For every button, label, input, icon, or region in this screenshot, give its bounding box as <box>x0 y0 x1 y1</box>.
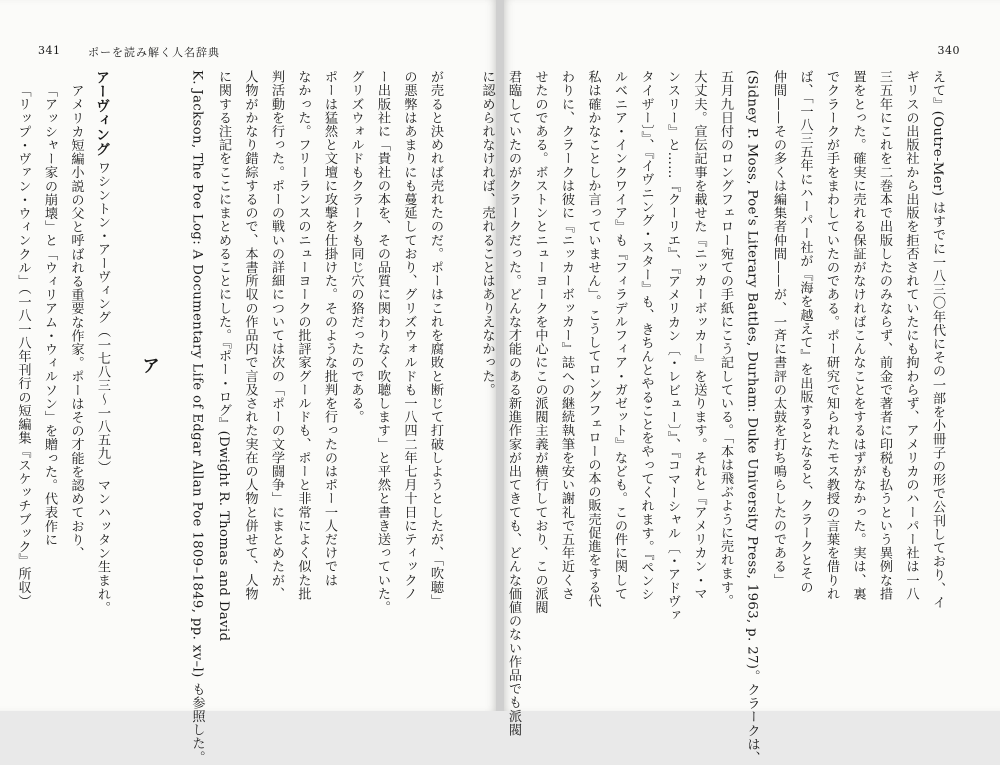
entry-text: 「アッシャー家の崩壊」と「ウィリアム・ウィルソン」を贈った。代表作に <box>42 84 57 547</box>
body-line: せたのである。ボストンとニューヨークを中心にこの派閥主義が横行しており、この派閥 <box>532 70 548 614</box>
body-line: 置をとった。確実に売れる保証がなければこんなことをするはずがなかった。実は、裏 <box>850 70 866 601</box>
body-line: 人物がかなり錯綜するので、本書所収の作品内で言及された実在の人物と併せて、人物 <box>242 70 258 601</box>
body-line: ー出版社に「貴社の本を、その品質に関わりなく吹聴します」と平然と書き送っていた。 <box>375 70 390 614</box>
right-page <box>479 0 1000 765</box>
page-number-right: 340 <box>937 44 960 57</box>
body-line: ギリスの出版社から出版を拒否されていたにも拘わらず、アメリカのハーパー社は一八 <box>903 70 919 601</box>
body-line: が売ると決めれば売れたのだ。ポーはこれを腐敗と断じて打破しようとしたが、「吹聴」 <box>428 70 443 608</box>
left-page <box>0 0 496 764</box>
right-page-body <box>473 70 950 765</box>
body-line: えて』(Outre-Mer) はすでに一八三〇年代にその一部を小冊子の形で公刊しており、イ <box>930 70 945 609</box>
body-line: わりに、クラークは彼に『ニッカーボッカー』誌への継続執筆を安い謝礼で五年近くさ <box>559 70 574 601</box>
body-line: 三五年にこれを二巻本で出版したのみならず、前金で著者に印税も払うという異例な措 <box>877 70 892 601</box>
entry-headword: アーヴィング <box>94 70 110 157</box>
left-page-body <box>0 70 448 764</box>
entry-text: ワシントン・アーヴィング（一七八三〜一八五九） マンハッタン生まれ。 <box>95 161 110 615</box>
body-line: に認められなければ、売れることはありえなかった。 <box>479 70 495 397</box>
body-line: に関する注記をここにまとめることにした。『ポー・ログ』(Dwight R. Thomas and David <box>216 70 231 642</box>
body-line: ンスリー』と……『クーリエ』、『アメリカン〔・レビュー〕』、『コマーシャル〔・アドヴァ <box>665 70 680 622</box>
dictionary-entry <box>0 70 3 660</box>
body-line: 判活動を行った。ポーの戦いの詳細については次の「ポーの文学闘争」にまとめたが、 <box>269 70 284 601</box>
body-line: タイザー〕』、『イヴニング・スター』も、きちんとやることをやってくれます。『ペンシ <box>638 70 654 602</box>
body-line: の悪弊はあまりにも蔓延しており、グリズウォルドも一八四二年七月十日にティックノ <box>401 70 417 601</box>
page-number-left: 341 <box>38 44 61 57</box>
running-head: ポーを読み解く人名辞典 <box>88 46 220 59</box>
body-line: 大丈夫。宣伝記事を載せた『ニッカーボッカー』を送ります。それと『アメリカン・マ <box>691 70 707 601</box>
body-line: ポーは猛然と文壇に攻撃を仕掛けた。そのような批判を行ったのはポー一人だけでは <box>322 70 337 587</box>
body-line: ば、「一八三五年にハーパー社が『海を越えて』を出版するとなると、クラークとその <box>797 70 813 594</box>
body-line: ルベニア・インクワイア』も『フィラデルフィア・ガゼット』なども。この件に関して <box>612 70 627 601</box>
section-heading: ア <box>139 355 160 375</box>
body-line: なかった。フリーランスのニューヨークの批評家グールドも、ポーと非常によく似た批 <box>295 70 311 601</box>
entry-text: アメリカ短編小説の父と呼ばれる重要な作家。ポーはその才能を認めており、 <box>68 84 84 560</box>
body-line: 五月九日付のロングフェロー宛ての手紙にこう記している。「本は飛ぶように売れます。 <box>718 70 733 608</box>
dictionary-entry <box>9 70 115 660</box>
body-line: グリズウォルドもクラークも同じ穴の狢だったのである。 <box>348 70 364 424</box>
body-line: でクラークが手をまわしていたのである。ポー研究で知られたモス教授の言葉を借りれ <box>824 70 839 601</box>
body-line: 仲間——その多くは編集者仲間——が、一斉に書評の太鼓を打ち鳴らしたのである」 <box>771 70 786 587</box>
entry-text: 「リップ・ヴァン・ウィンクル」（一八一八年刊行の短編集『スケッチブック』所収） <box>15 84 31 608</box>
body-line: (Sidney P. Moss, Poe's Literary Battles, Durham: Duke University Press, 1963, p. 27)。クラークは、 <box>744 70 760 765</box>
body-line: K. Jackson, The Poe Log: A Documentary Life of Edgar Allan Poe 1809–1849, pp. xv–l) も参照した。 <box>189 70 205 764</box>
body-line: 私は確かなことしか言っていません」。こうしてロングフェローの本の販売促進をする代 <box>585 70 601 608</box>
body-line: 君臨していたのがクラークだった。どんな才能のある新進作家が出てきても、どんな価値のない作品でも派閥 <box>506 70 521 737</box>
